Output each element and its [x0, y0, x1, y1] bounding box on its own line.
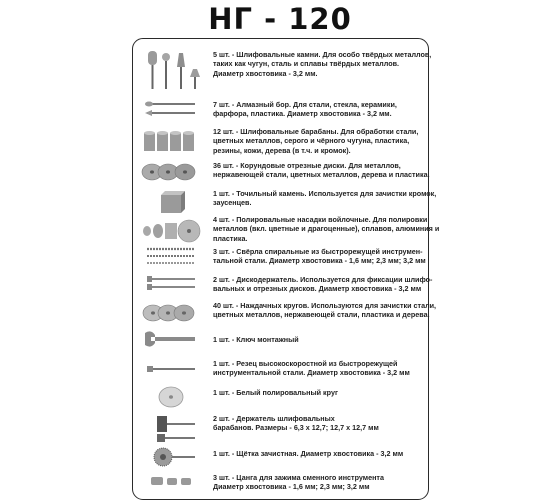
item-text: 2 шт. - Держатель шлифовальных	[213, 414, 335, 423]
contents-panel	[132, 38, 440, 500]
cutter-icon	[141, 357, 203, 377]
item-text: барабанов. Размеры - 6,3 х 12,7; 12,7 х 12,7 мм	[213, 423, 379, 433]
item-text: 36 шт. - Корундовые отрезные диски. Для металлов,	[213, 161, 401, 170]
grinding-stones-icon	[141, 47, 203, 91]
disc-holders-icon	[141, 273, 203, 293]
twist-drills-icon	[141, 245, 203, 267]
item-text: вальных и отрезных дисков. Диаметр хвостовика - 3,2 мм	[213, 284, 422, 294]
abrasive-wheels-icon	[141, 299, 203, 333]
collets-icon	[141, 471, 203, 493]
item-text: 5 шт. - Шлифовальные камни. Для особо твёрдых металлов,	[213, 50, 432, 59]
item-text: заусенцев.	[213, 198, 252, 208]
item-text: тальной стали. Диаметр хвостовика - 1,6 мм; 2,3 мм; 3,2 мм	[213, 256, 426, 266]
item-text: нержавеющей стали, цветных металлов, дерева и пластика.	[213, 170, 430, 180]
item-text: резины, кожи, дерева (в т.ч. и кромок).	[213, 145, 351, 155]
item-text: 4 шт. - Полировальные насадки войлочные. Для полировки	[213, 215, 428, 224]
felt-polishing-icon	[141, 215, 203, 249]
item-text: 7 шт. - Алмазный бор. Для стали, стекла, керамики,	[213, 100, 397, 109]
sanding-drums-icon	[141, 127, 203, 161]
item-text: 1 шт. - Щётка зачистная. Диаметр хвостовика - 3,2 мм	[213, 449, 404, 458]
item-text: 12 шт. - Шлифовальные барабаны. Для обработки стали,	[213, 127, 419, 136]
item-text: 3 шт. - Цанга для зажима сменного инструмента	[213, 473, 384, 482]
item-text: фарфора, пластика. Диаметр хвостовика - 3,2 мм.	[213, 109, 392, 119]
item-text: металлов (вкл. цветные и драгоценные), сплавов, алюминия и	[213, 224, 440, 234]
item-text: 3 шт. - Свёрла спиральные из быстрорежущей инструмен-	[213, 247, 423, 256]
item-text: цветных металлов, серого и чёрного чугуна, пластика,	[213, 136, 410, 146]
item-text: Диаметр хвостовика - 1,6 мм; 2,3 мм; 3,2 мм	[213, 482, 370, 492]
product-title: НГ - 120	[208, 2, 352, 36]
wrench-icon	[141, 329, 203, 349]
item-text: 1 шт. - Резец высокоскоростной из быстрорежущей	[213, 359, 398, 368]
item-text: инструментальной стали. Диаметр хвостовика - 3,2 мм	[213, 368, 410, 378]
item-text: Диаметр хвостовика - 3,2 мм.	[213, 68, 318, 78]
item-text: цветных металлов, нержавеющей стали, пластика и дерева.	[213, 310, 430, 320]
item-text: 1 шт. - Белый полировальный круг	[213, 388, 338, 397]
item-text: 40 шт. - Наждачных кругов. Используются для зачистки стали,	[213, 301, 437, 310]
item-text: 1 шт. - Ключ монтажный	[213, 335, 299, 344]
item-text: 2 шт. - Дискодержатель. Используется для фиксации шлифо-	[213, 275, 433, 284]
item-text: 1 шт. - Точильный камень. Используется для зачистки кромок,	[213, 189, 437, 198]
item-text: таких как чугун, сталь и сплавы твёрдых металлов.	[213, 59, 400, 69]
drum-holders-icon	[141, 412, 203, 446]
diamond-burs-icon	[141, 99, 203, 119]
item-text: пластика.	[213, 233, 248, 243]
polishing-wheel-icon	[141, 382, 203, 416]
